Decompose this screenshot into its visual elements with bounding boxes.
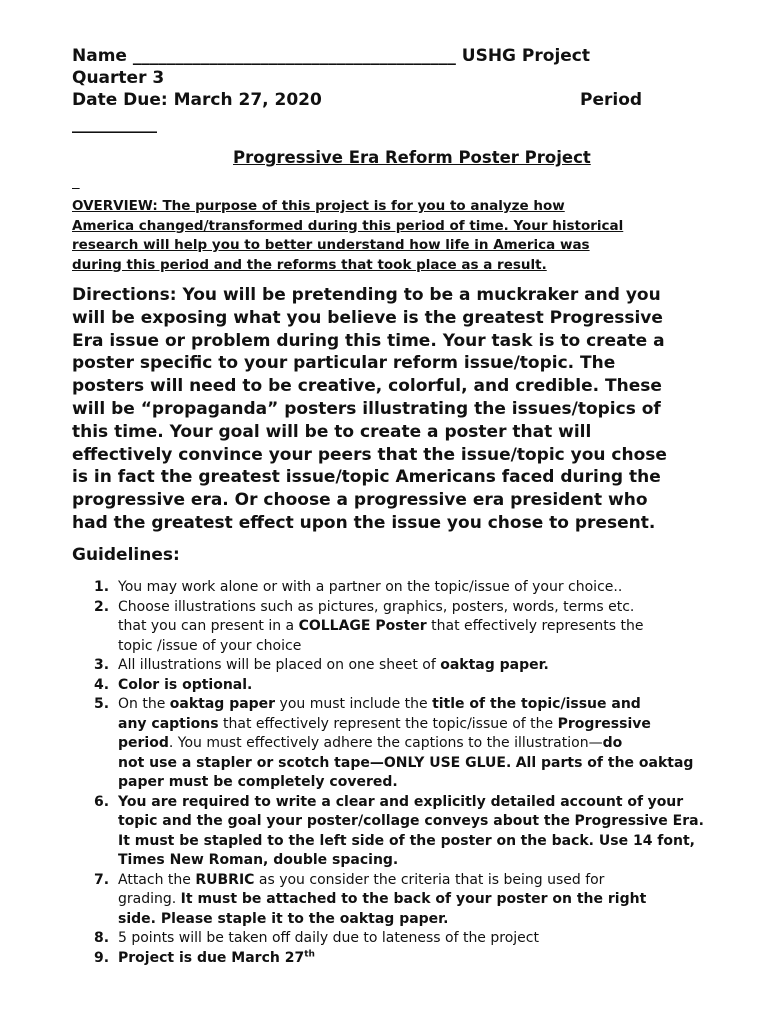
text-run: RUBRIC (195, 871, 255, 888)
text-run: Project is due March 27 (118, 949, 305, 966)
text-run: period (118, 735, 169, 751)
text-run: title of the topic/issue and (432, 696, 641, 712)
directions-line: is in fact the greatest issue/topic Americans faced during the (72, 467, 661, 488)
text-run: oaktag paper. (440, 657, 549, 673)
item-text: Choose illustrations such as pictures, graphics, posters, words, terms etc. (118, 598, 635, 615)
item-text: the back. Use 14 font, Times New Roman, double spacing. (118, 832, 695, 868)
item-number: 2. (94, 598, 110, 615)
directions-line: poster specific to your particular reform issue/topic. The (72, 353, 616, 374)
directions-paragraph (72, 284, 712, 535)
item-text (118, 949, 712, 969)
text-run: that effectively represents the (426, 618, 644, 634)
text-run: Attach the (118, 871, 196, 888)
name-line: Name ______________________________________ USHG Project (72, 46, 591, 66)
page-title: Progressive Era Reform Poster Project (233, 148, 591, 167)
directions-line: had the greatest effect upon the issue you chose to present. (72, 512, 656, 533)
item-text (118, 871, 712, 891)
item-number: 6. (94, 793, 110, 810)
text-run: any captions (118, 715, 219, 732)
text-run: that effectively represent the topic/issue of the (218, 715, 558, 732)
guideline-item (72, 676, 712, 696)
date-due-line: Date Due: March 27, 2020 (72, 90, 322, 110)
item-text (118, 715, 712, 735)
text-run: On the (118, 696, 170, 712)
guideline-item (72, 656, 712, 676)
text-run: as you consider the criteria that is being used for (254, 871, 605, 888)
guideline-item (72, 578, 712, 598)
guidelines-heading: Guidelines: (72, 545, 180, 565)
text-run: Progressive (557, 715, 651, 732)
overview-line: America changed/transformed during this period of time. Your historical (72, 217, 624, 234)
item-number: 1. (94, 579, 110, 595)
text-run: oaktag paper (169, 696, 276, 712)
item-text: You may work alone or with a partner on the topic/issue of your choice.. (118, 579, 623, 595)
quarter-line: Quarter 3 (72, 68, 165, 88)
directions-line: will be “propaganda” posters illustrating the issues/topics of (72, 398, 661, 419)
overview-line: during this period and the reforms that took place as a result. (72, 256, 547, 273)
item-text: side. Please staple it to the oaktag paper. (118, 910, 449, 927)
item-number: 8. (94, 930, 110, 946)
text-run: All illustrations will be placed on one sheet of (118, 657, 441, 673)
overview-line: research will help you to better understand how life in America was (72, 237, 590, 253)
text-run: COLLAGE Poster (298, 618, 427, 634)
directions-line: progressive era. Or choose a progressive era president who (72, 490, 648, 511)
guideline-item (72, 598, 712, 657)
overview-line: OVERVIEW: The purpose of this project is for you to analyze how (72, 198, 565, 214)
item-number: 4. (94, 676, 110, 693)
text-run: you must include the (275, 696, 433, 712)
period-blank: __________ (72, 114, 157, 134)
text-run: grading. (118, 891, 181, 907)
directions-line: Directions: You will be pretending to be a muckraker and you (72, 285, 661, 305)
directions-line: posters will need to be creative, colorful, and credible. These (72, 376, 662, 397)
guidelines-list (72, 578, 712, 968)
directions-line: will be exposing what you believe is the greatest Progressive (72, 307, 663, 328)
item-text: Progressive Era. It must be stapled to the left side of the poster on (118, 813, 704, 849)
item-text (118, 734, 712, 754)
text-run: It must be attached to the back of your poster on the right (180, 891, 647, 907)
directions-line: effectively convince your peers that the issue/topic you chose (72, 444, 667, 465)
period-label: Period (580, 90, 643, 110)
item-text: your topic and the goal your poster/collage conveys about the (118, 793, 684, 829)
item-text: 5 points will be taken off daily due to lateness of the project (118, 930, 539, 946)
item-number: 3. (94, 657, 110, 673)
item-text (118, 656, 712, 676)
item-text: not use a stapler or scotch tape—ONLY USE GLUE. (118, 754, 512, 771)
text-run: . You must effectively adhere the captions to the illustration— (168, 735, 603, 751)
item-number: 5. (94, 696, 110, 712)
item-text (118, 617, 712, 637)
item-text: Color is optional. (118, 676, 253, 693)
item-text (118, 890, 712, 910)
item-number: 7. (94, 871, 110, 888)
superscript: th (304, 948, 315, 959)
item-text: You are required to write a clear and explicitly detailed account of (118, 793, 644, 810)
directions-line: Era issue or problem during this time. Your task is to create a (72, 330, 665, 351)
item-number: 9. (94, 949, 110, 966)
guideline-item (72, 793, 712, 871)
guideline-item (72, 949, 712, 969)
guideline-item (72, 871, 712, 930)
text-run: that you can present in a (118, 618, 299, 634)
guideline-item (72, 929, 712, 949)
guideline-item (72, 695, 712, 793)
directions-line: this time. Your goal will be to create a poster that will (72, 421, 592, 442)
overview-paragraph (72, 197, 712, 275)
item-text: topic /issue of your choice (118, 637, 302, 654)
underline-mark (72, 176, 80, 190)
item-text (118, 695, 712, 715)
text-run: do (602, 735, 623, 751)
item-text: All parts of the oaktag paper must be completely covered. (118, 754, 694, 790)
